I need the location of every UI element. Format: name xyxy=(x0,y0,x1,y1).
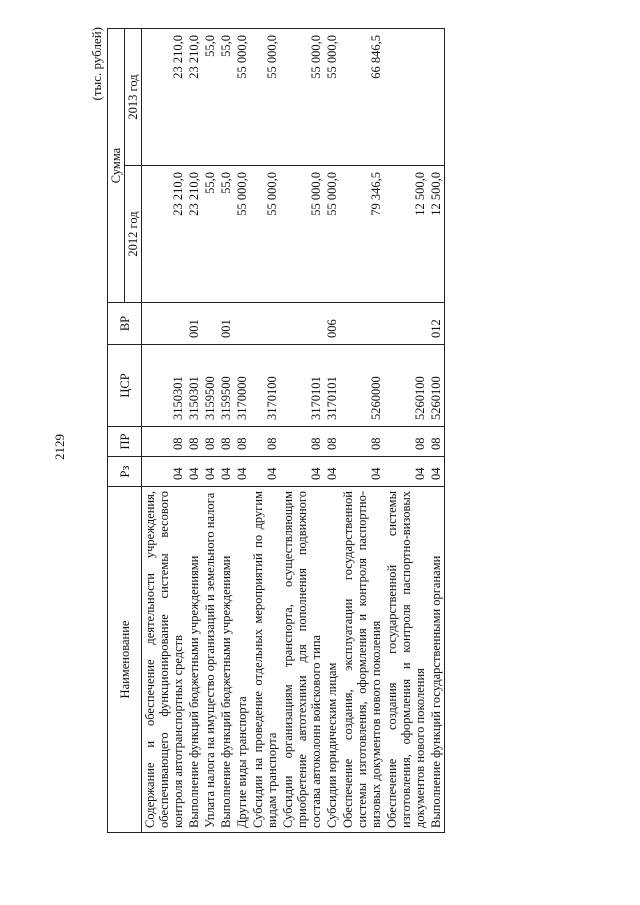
budget-table xyxy=(107,28,445,833)
row-rz: 04 xyxy=(384,457,428,487)
row-name: Обеспечение создания, эксплуатации государственной системы изготовления, оформления и контроля паспортно-визовых документов нового поколения xyxy=(340,487,384,833)
row-name: Субсидии юридическим лицам xyxy=(324,487,340,833)
row-csr: 5260100 xyxy=(384,345,428,427)
row-name: Выполнение функций бюджетными учреждениями xyxy=(186,487,202,833)
table-header xyxy=(108,29,142,833)
row-csr: 3170101 xyxy=(324,345,340,427)
row-rz: 04 xyxy=(250,457,280,487)
row-sum-2012: 23 210,0 xyxy=(142,166,187,303)
row-sum-2012: 12 500,0 xyxy=(384,166,428,303)
row-name: Субсидии на проведение отдельных мероприятий по другим видам транспорта xyxy=(250,487,280,833)
row-pr: 08 xyxy=(340,427,384,457)
row-pr: 08 xyxy=(250,427,280,457)
row-sum-2013 xyxy=(428,29,445,166)
row-csr: 3150301 xyxy=(142,345,187,427)
row-sum-2012: 55 000,0 xyxy=(280,166,324,303)
row-vr: 006 xyxy=(324,303,340,345)
row-rz: 04 xyxy=(186,457,202,487)
row-pr: 08 xyxy=(234,427,250,457)
row-sum-2013: 55 000,0 xyxy=(234,29,250,166)
row-pr: 08 xyxy=(218,427,234,457)
row-vr xyxy=(142,303,187,345)
row-sum-2013: 23 210,0 xyxy=(142,29,187,166)
row-vr xyxy=(384,303,428,345)
row-sum-2012: 55 000,0 xyxy=(234,166,250,303)
row-rz: 04 xyxy=(340,457,384,487)
row-csr: 3170100 xyxy=(250,345,280,427)
row-sum-2013: 23 210,0 xyxy=(186,29,202,166)
table-row xyxy=(142,29,187,833)
table-row xyxy=(324,29,340,833)
table-row xyxy=(428,29,445,833)
table-row xyxy=(340,29,384,833)
row-pr: 08 xyxy=(142,427,187,457)
row-vr xyxy=(234,303,250,345)
row-sum-2013: 55 000,0 xyxy=(324,29,340,166)
row-vr: 001 xyxy=(218,303,234,345)
row-sum-2012: 79 346,5 xyxy=(340,166,384,303)
header-csr: ЦСР xyxy=(108,345,142,427)
row-vr: 001 xyxy=(186,303,202,345)
row-rz: 04 xyxy=(324,457,340,487)
row-rz: 04 xyxy=(280,457,324,487)
row-sum-2012: 55 000,0 xyxy=(250,166,280,303)
header-sum: Сумма xyxy=(108,29,125,303)
row-sum-2013 xyxy=(384,29,428,166)
row-vr xyxy=(202,303,218,345)
row-csr: 3150301 xyxy=(186,345,202,427)
header-vr: ВР xyxy=(108,303,142,345)
row-csr: 5260000 xyxy=(340,345,384,427)
rotated-table-area xyxy=(87,23,557,833)
page-number: 2129 xyxy=(52,434,67,460)
header-name: Наименование xyxy=(108,487,142,833)
row-name: Обеспечение создания государственной системы изготовления, оформления и контроля паспортно-визовых документов нового поколения xyxy=(384,487,428,833)
header-rz: Рз xyxy=(108,457,142,487)
row-sum-2013: 66 846,5 xyxy=(340,29,384,166)
row-pr: 08 xyxy=(202,427,218,457)
row-name: Выполнение функций государственными органами xyxy=(428,487,445,833)
row-rz: 04 xyxy=(218,457,234,487)
table-row xyxy=(186,29,202,833)
table-row xyxy=(384,29,428,833)
row-sum-2012: 55,0 xyxy=(202,166,218,303)
row-vr xyxy=(250,303,280,345)
table-row xyxy=(218,29,234,833)
row-csr: 3170000 xyxy=(234,345,250,427)
table-row xyxy=(234,29,250,833)
table-body xyxy=(142,29,445,833)
row-sum-2013: 55,0 xyxy=(202,29,218,166)
row-name: Выполнение функций бюджетными учреждениями xyxy=(218,487,234,833)
row-csr: 5260100 xyxy=(428,345,445,427)
units-note: (тыс. рублей) xyxy=(89,27,104,101)
row-rz: 04 xyxy=(234,457,250,487)
row-csr: 3170101 xyxy=(280,345,324,427)
row-sum-2012: 23 210,0 xyxy=(186,166,202,303)
table-row xyxy=(250,29,280,833)
row-csr: 3159500 xyxy=(202,345,218,427)
header-year-2013: 2013 год xyxy=(125,29,142,166)
row-csr: 3159500 xyxy=(218,345,234,427)
row-pr: 08 xyxy=(384,427,428,457)
table-row xyxy=(280,29,324,833)
row-sum-2013: 55,0 xyxy=(218,29,234,166)
header-pr: ПР xyxy=(108,427,142,457)
row-rz: 04 xyxy=(428,457,445,487)
row-sum-2013: 55 000,0 xyxy=(250,29,280,166)
row-name: Содержание и обеспечение деятельности учреждения, обеспечивающего функционирование системы весового контроля автотранспортных средств xyxy=(142,487,187,833)
row-vr: 012 xyxy=(428,303,445,345)
row-pr: 08 xyxy=(280,427,324,457)
header-year-2012: 2012 год xyxy=(125,166,142,303)
row-name: Другие виды транспорта xyxy=(234,487,250,833)
row-rz: 04 xyxy=(142,457,187,487)
row-name: Уплата налога на имущество организаций и земельного налога xyxy=(202,487,218,833)
row-sum-2012: 12 500,0 xyxy=(428,166,445,303)
row-pr: 08 xyxy=(428,427,445,457)
table-row xyxy=(202,29,218,833)
row-pr: 08 xyxy=(186,427,202,457)
row-vr xyxy=(340,303,384,345)
row-sum-2013: 55 000,0 xyxy=(280,29,324,166)
row-rz: 04 xyxy=(202,457,218,487)
row-sum-2012: 55 000,0 xyxy=(324,166,340,303)
row-name: Субсидии организациям транспорта, осуществляющим приобретение автотехники для пополнения подвижного состава автоколонн войскового типа xyxy=(280,487,324,833)
row-sum-2012: 55,0 xyxy=(218,166,234,303)
row-vr xyxy=(280,303,324,345)
row-pr: 08 xyxy=(324,427,340,457)
